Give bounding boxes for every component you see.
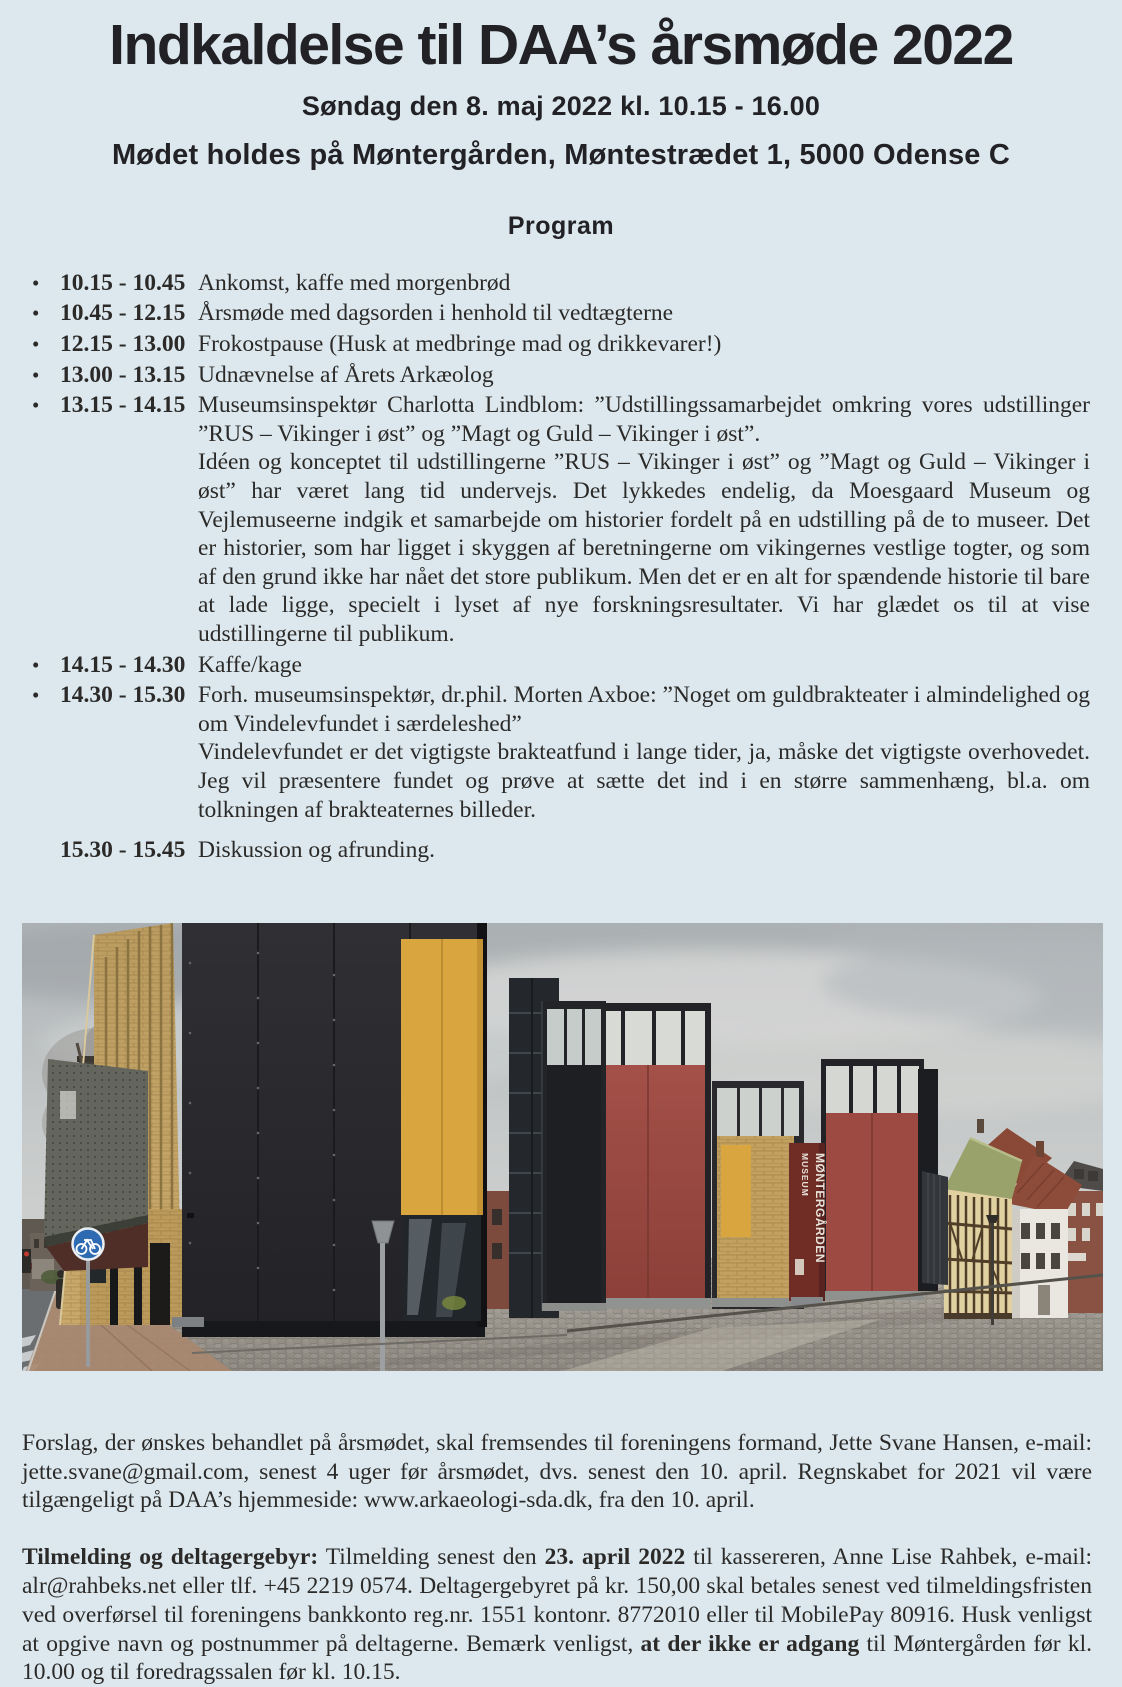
museum-corner-building (44, 923, 559, 1371)
program-text (198, 681, 1090, 824)
program-heading: Program (507, 211, 615, 240)
program-text-main: Årsmøde med dagsorden i henhold til vedtægterne (198, 300, 674, 327)
museum-sign-bottom-label: MØNTERGÅRDEN (813, 1152, 827, 1263)
program-item (30, 299, 1090, 328)
program-item (30, 651, 1090, 680)
bullet-icon: • (32, 683, 40, 708)
program-item (30, 330, 1090, 359)
program-text-main: Forh. museumsinspektør, dr.phil. Morten Axboe: ”Noget om guldbrakteater i almindelighed og om Vindelevfundet i særdeleshed” (198, 682, 1090, 737)
museum-sign-column (789, 1143, 828, 1305)
program-item (30, 681, 1090, 824)
program-item (30, 361, 1090, 390)
registration-no-access: at der ikke er adgang (640, 1630, 860, 1657)
invitation-document (0, 13, 1122, 1686)
program-time: 10.15 - 10.45 (60, 269, 186, 296)
security-camera (187, 1213, 194, 1218)
program-text (198, 330, 1090, 359)
bullet-icon: • (32, 652, 40, 677)
program-list (30, 269, 1090, 865)
page-title: Indkaldelse til DAA’s årsmøde 2022 (109, 13, 1013, 77)
program-text-main: Ankomst, kaffe med morgenbrød (198, 269, 511, 296)
program-item (30, 836, 1090, 865)
program-text (198, 836, 1090, 865)
registration-deadline: 23. april 2022 (544, 1544, 686, 1571)
venue-line: Mødet holdes på Møntergården, Møntestrædet 1, 5000 Odense C (111, 138, 1011, 171)
red-volume-small (821, 1059, 924, 1300)
half-timbered-house (944, 1189, 1012, 1319)
bullet-icon: • (32, 393, 40, 418)
program-time: 15.30 - 15.45 (60, 837, 186, 864)
registration-lead: Tilmelding og deltagergebyr: (22, 1544, 319, 1571)
entrance-door (150, 1243, 170, 1325)
program-text (198, 299, 1090, 328)
program-item (30, 391, 1090, 648)
program-text (198, 391, 1090, 648)
program-text-main: Diskussion og afrunding. (198, 837, 435, 864)
bullet-icon: • (32, 301, 40, 326)
registration-text: til kassereren, Anne Lise Rahbek, e-mail: alr@rahbeks.net eller tlf. +45 2219 0574. Deltagergebyret på kr. 150,00 skal betales senest ved tilmeldingsfristen ved overførsel til foreningens bankkonto reg.nr. 1551 kontonr. 8772010 eller til MobilePay 80916. Husk venligst at opgive navn og postnummer på deltagerne. Bemærk venligst, (22, 1544, 1093, 1657)
bullet-icon: • (32, 362, 40, 387)
program-time: 13.15 - 14.15 (60, 392, 186, 419)
black-glass-volume (542, 1001, 606, 1311)
bike-sign-icon (73, 1228, 104, 1259)
date-line: Søndag den 8. maj 2022 kl. 10.15 - 16.00 (301, 90, 821, 121)
proposals-paragraph: Forslag, der ønskes behandlet på årsmødet, skal fremsendes til foreningens formand, Jette Svane Hansen, e-mail: jette.svane@gmail.com, senest 4 uger før årsmødet, dvs. senest den 10. april. Regnskabet for 2021 vil være tilgængeligt på DAA’s hjemmeside: www.arkaeologi-sda.dk, fra den 10. april. (22, 1429, 1092, 1514)
program-text-main: Udnævnelse af Årets Arkæolog (198, 361, 494, 388)
yellow-tower-panel (721, 1145, 751, 1237)
program-time: 14.15 - 14.30 (60, 651, 186, 678)
program-text-main: Kaffe/kage (198, 651, 302, 678)
program-time: 12.15 - 13.00 (60, 331, 186, 358)
museum-sign-top-label: MUSEUM (800, 1152, 810, 1197)
program-text (198, 361, 1090, 390)
program-time: 10.45 - 12.15 (60, 300, 186, 327)
program-text-main: Frokostpause (Husk at medbringe mad og drikkevarer!) (198, 331, 722, 358)
dark-glass-wing (922, 1171, 948, 1285)
program-text-main: Museumsinspektør Charlotta Lindblom: ”Udstillingssamarbejdet omkring vores udstillinger ”RUS – Vikinger i øst” og ”Magt og Guld – Vikinger i øst”. (198, 392, 1090, 447)
program-text (198, 269, 1090, 298)
program-text-detail: Idéen og konceptet til udstillingerne ”RUS – Vikinger i øst” og ”Magt og Guld – Vikinger i øst” har været lang tid undervejs. Det lykkedes endelig, da Moesgaard Museum og Vejlemuseerne indgik et samarbejde om historier fordelt på en udstilling på de to museer. Det er historier, som har ligget i skyggen af beretningerne om vikingernes vestlige togter, og som af den grund ikke har nået det store publikum. Men det er en alt for spændende historie til bare at lade ligge, specielt i lyset af nye forskningsresultater. Vi har glædet os til at vise udstillingerne til publikum. (198, 449, 1090, 647)
program-time: 14.30 - 15.30 (60, 682, 186, 709)
registration-paragraph (22, 1543, 1092, 1687)
program-text (198, 651, 1090, 680)
bullet-icon: • (32, 270, 40, 295)
registration-text: Tilmelding senest den (318, 1544, 545, 1571)
bullet-icon: • (32, 332, 40, 357)
program-time: 13.00 - 13.15 (60, 361, 186, 388)
museum-photo (22, 923, 1103, 1371)
registration-text: til Møntergården før kl. 10.00 og til foredragssalen før kl. 10.15. (22, 1630, 1093, 1686)
program-item (30, 269, 1090, 298)
bullet-spacer (30, 836, 60, 865)
program-text-detail: Vindelevfundet er det vigtigste brakteatfund i lange tider, ja, måske det vigtigste overhovedet. Jeg vil præsentere fundet og prøve at sætte det ind i en større sammenhæng, bl.a. om tolkningen af brakteaternes billeder. (198, 739, 1090, 823)
